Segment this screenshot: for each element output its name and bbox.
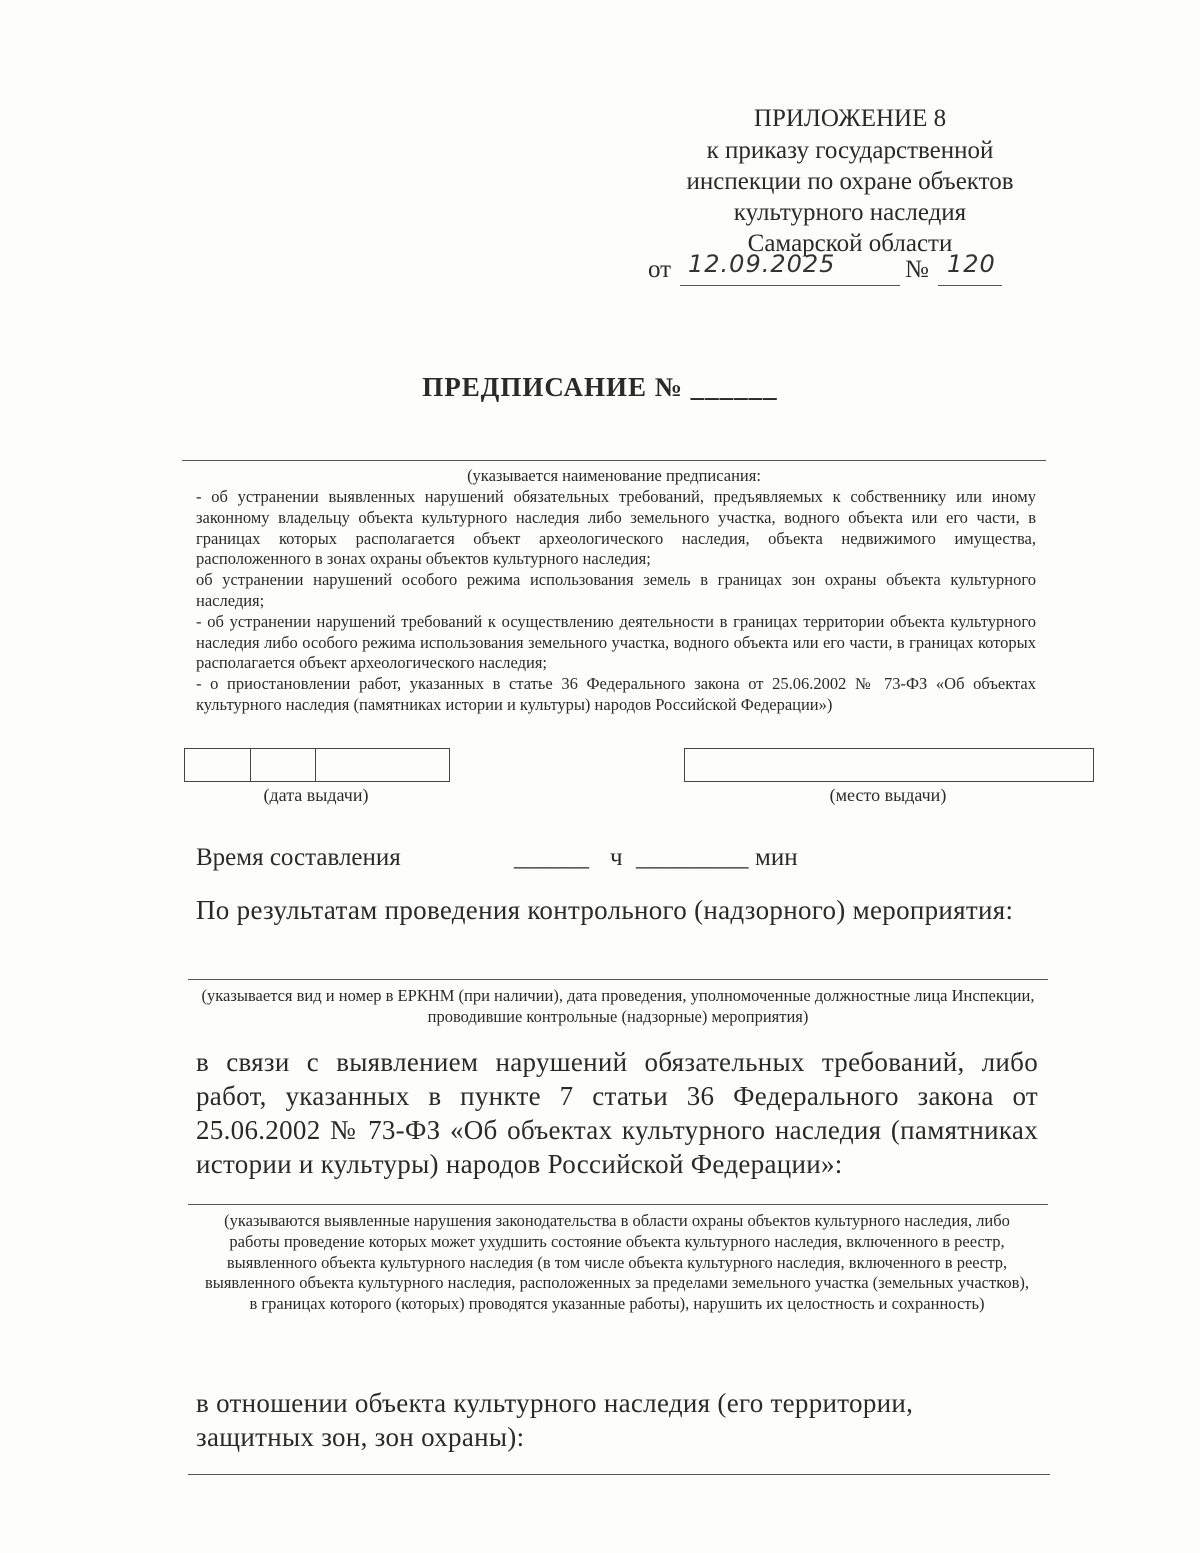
violation-note: (указываются выявленные нарушения законодательства в области охраны объектов культурного наследия, либо работы проведение которых может ухудшить состояние объекта культурного наследия, включенного в реестр, выявленного объекта культурного наследия (в том числе объекта культурного наследия, включенного в реестр, выявленного объекта культурного наследия, расположенных за пределами земельного участка (земельных участков), в границах которого (которых) проводятся указанные работы), нарушить их целостность и сохранность)	[204, 1211, 1030, 1314]
order-type-2: об устранении нарушений особого режима использования земель в границах зон охраны объекта культурного наследия;	[196, 570, 1036, 610]
issue-place-label: (место выдачи)	[829, 785, 947, 805]
date-day-divider	[250, 749, 251, 781]
time-label: Время составления	[196, 844, 401, 871]
order-date-underline	[680, 285, 900, 286]
issue-place-field[interactable]	[684, 748, 1094, 782]
violation-line	[188, 1204, 1048, 1205]
issue-date-label: (дата выдачи)	[263, 785, 369, 805]
order-type-4: - о приостановлении работ, указанных в статье 36 Федерального закона от 25.06.2002 № 73-ФЗ «Об объектах культурного наследия (памятниках истории и культуры) народов Российской Федерации»)	[196, 674, 1036, 714]
order-name-note-list	[196, 487, 1036, 716]
order-name-note-heading: (указывается наименование предписания:	[467, 466, 761, 485]
order-date-handwritten: 12.09.2025	[688, 250, 836, 278]
number-prefix: №	[905, 256, 929, 283]
appendix-number: ПРИЛОЖЕНИЕ 8	[753, 105, 947, 132]
appendix-ref-line-3: культурного наследия	[733, 199, 967, 226]
appendix-ref-line-4: Самарской области	[747, 230, 953, 257]
order-name-line	[182, 460, 1046, 461]
appendix-ref-line-1: к приказу государственной	[706, 137, 994, 164]
minutes-blank[interactable]: _________	[636, 844, 749, 871]
document-title: ПРЕДПИСАНИЕ № ______	[422, 372, 778, 402]
minutes-unit: мин	[755, 844, 798, 871]
object-line	[188, 1474, 1050, 1475]
appendix-ref-line-2: инспекции по охране объектов	[686, 168, 1014, 195]
date-month-divider	[315, 749, 316, 781]
results-heading: По результатам проведения контрольного (надзорного) мероприятия:	[196, 895, 1014, 925]
date-prefix: от	[648, 256, 672, 283]
hours-unit: ч	[610, 844, 623, 871]
order-type-3: - об устранении нарушений требований к осуществлению деятельности в границах территории объекта культурного наследия либо особого режима использования земельного участка, водного объекта или его части, в границах которых располагается объект археологического наследия;	[196, 611, 1036, 673]
order-number-underline	[938, 285, 1002, 286]
object-paragraph: в отношении объекта культурного наследия (его территории, защитных зон, зон охраны):	[196, 1388, 914, 1452]
results-line	[188, 979, 1048, 980]
order-type-1: - об устранении выявленных нарушений обязательных требований, предъявляемых к собственнику или иному законному владельцу объекта культурного наследия либо земельного участка, водного объекта или его части, в границах которых располагается объект археологического наследия, объекта недвижимого имущества, расположенного в зонах охраны объектов культурного наследия;	[196, 487, 1036, 569]
violation-paragraph: в связи с выявлением нарушений обязательных требований, либо работ, указанных в пункте 7 статьи 36 Федерального закона от 25.06.2002 № 73-ФЗ «Об объектах культурного наследия (памятниках истории и культуры) народов Российской Федерации»:	[196, 1047, 1038, 1179]
results-note: (указывается вид и номер в ЕРКНМ (при наличии), дата проведения, уполномоченные должностные лица Инспекции, проводившие контрольные (надзорные) мероприятия)	[201, 986, 1035, 1026]
order-number-handwritten: 120	[947, 250, 996, 278]
hours-blank[interactable]: ______	[514, 844, 589, 871]
issue-date-field[interactable]	[184, 748, 450, 782]
